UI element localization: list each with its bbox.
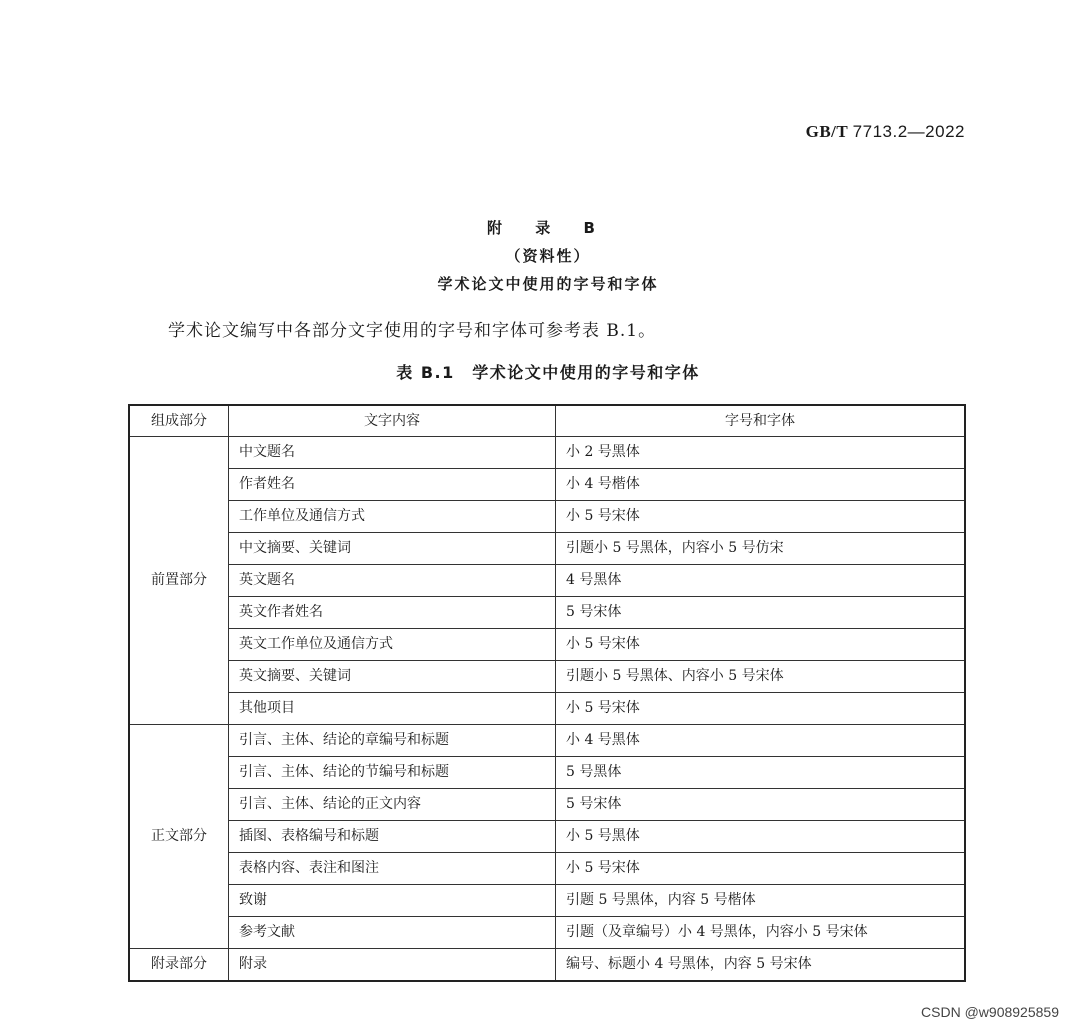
table-row (129, 757, 965, 789)
font-cell: 小 5 号宋体 (556, 693, 966, 725)
table-row (129, 885, 965, 917)
table-row (129, 853, 965, 885)
content-cell: 表格内容、表注和图注 (229, 853, 556, 885)
header-part: 组成部分 (129, 405, 229, 437)
table-row (129, 661, 965, 693)
appendix-kind: （资料性） (505, 247, 591, 265)
font-cell: 小 4 号黑体 (556, 725, 966, 757)
font-cell: 小 5 号宋体 (556, 853, 966, 885)
table-caption: 表 B.1 学术论文中使用的字号和字体 (396, 363, 700, 382)
font-cell: 小 4 号楷体 (556, 469, 966, 501)
appendix-title: 附 录 B (487, 219, 609, 237)
group-cell: 附录部分 (129, 949, 229, 982)
content-cell: 英文工作单位及通信方式 (229, 629, 556, 661)
standard-prefix: GB/T (805, 122, 848, 141)
table-row (129, 725, 965, 757)
table-row (129, 501, 965, 533)
appendix-subject: 学术论文中使用的字号和字体 (437, 275, 659, 293)
content-cell: 引言、主体、结论的节编号和标题 (229, 757, 556, 789)
table-row (129, 469, 965, 501)
font-cell: 4 号黑体 (556, 565, 966, 597)
table-row (129, 533, 965, 565)
group-cell: 正文部分 (129, 725, 229, 949)
font-cell: 引题 5 号黑体，内容 5 号楷体 (556, 885, 966, 917)
font-cell: 小 5 号宋体 (556, 629, 966, 661)
table-row (129, 565, 965, 597)
font-cell: 编号、标题小 4 号黑体，内容 5 号宋体 (556, 949, 966, 982)
table-row (129, 437, 965, 469)
header-content: 文字内容 (229, 405, 556, 437)
font-spec-table (128, 404, 966, 982)
font-cell: 引题（及章编号）小 4 号黑体，内容小 5 号宋体 (556, 917, 966, 949)
content-cell: 英文作者姓名 (229, 597, 556, 629)
table-row (129, 949, 965, 982)
standard-number: 7713.2—2022 (852, 122, 965, 141)
content-cell: 中文摘要、关键词 (229, 533, 556, 565)
content-cell: 英文题名 (229, 565, 556, 597)
content-cell: 其他项目 (229, 693, 556, 725)
table-body (129, 437, 965, 982)
content-cell: 作者姓名 (229, 469, 556, 501)
font-cell: 小 5 号黑体 (556, 821, 966, 853)
watermark: CSDN @w908925859 (921, 1004, 1059, 1020)
content-cell: 插图、表格编号和标题 (229, 821, 556, 853)
font-cell: 5 号宋体 (556, 597, 966, 629)
content-cell: 工作单位及通信方式 (229, 501, 556, 533)
font-cell: 小 2 号黑体 (556, 437, 966, 469)
table-row (129, 789, 965, 821)
content-cell: 参考文献 (229, 917, 556, 949)
font-cell: 小 5 号宋体 (556, 501, 966, 533)
content-cell: 致谢 (229, 885, 556, 917)
font-cell: 5 号黑体 (556, 757, 966, 789)
content-cell: 中文题名 (229, 437, 556, 469)
content-cell: 附录 (229, 949, 556, 982)
standard-code (806, 122, 965, 142)
intro-paragraph: 学术论文编写中各部分文字使用的字号和字体可参考表 B.1。 (168, 321, 657, 341)
table-row (129, 693, 965, 725)
font-cell: 5 号宋体 (556, 789, 966, 821)
content-cell: 引言、主体、结论的章编号和标题 (229, 725, 556, 757)
table-header-row (129, 405, 965, 437)
font-cell: 引题小 5 号黑体，内容小 5 号仿宋 (556, 533, 966, 565)
header-font: 字号和字体 (556, 405, 966, 437)
table-row (129, 629, 965, 661)
table-row (129, 821, 965, 853)
table-row (129, 917, 965, 949)
group-cell: 前置部分 (129, 437, 229, 725)
font-cell: 引题小 5 号黑体、内容小 5 号宋体 (556, 661, 966, 693)
content-cell: 引言、主体、结论的正文内容 (229, 789, 556, 821)
content-cell: 英文摘要、关键词 (229, 661, 556, 693)
table-row (129, 597, 965, 629)
